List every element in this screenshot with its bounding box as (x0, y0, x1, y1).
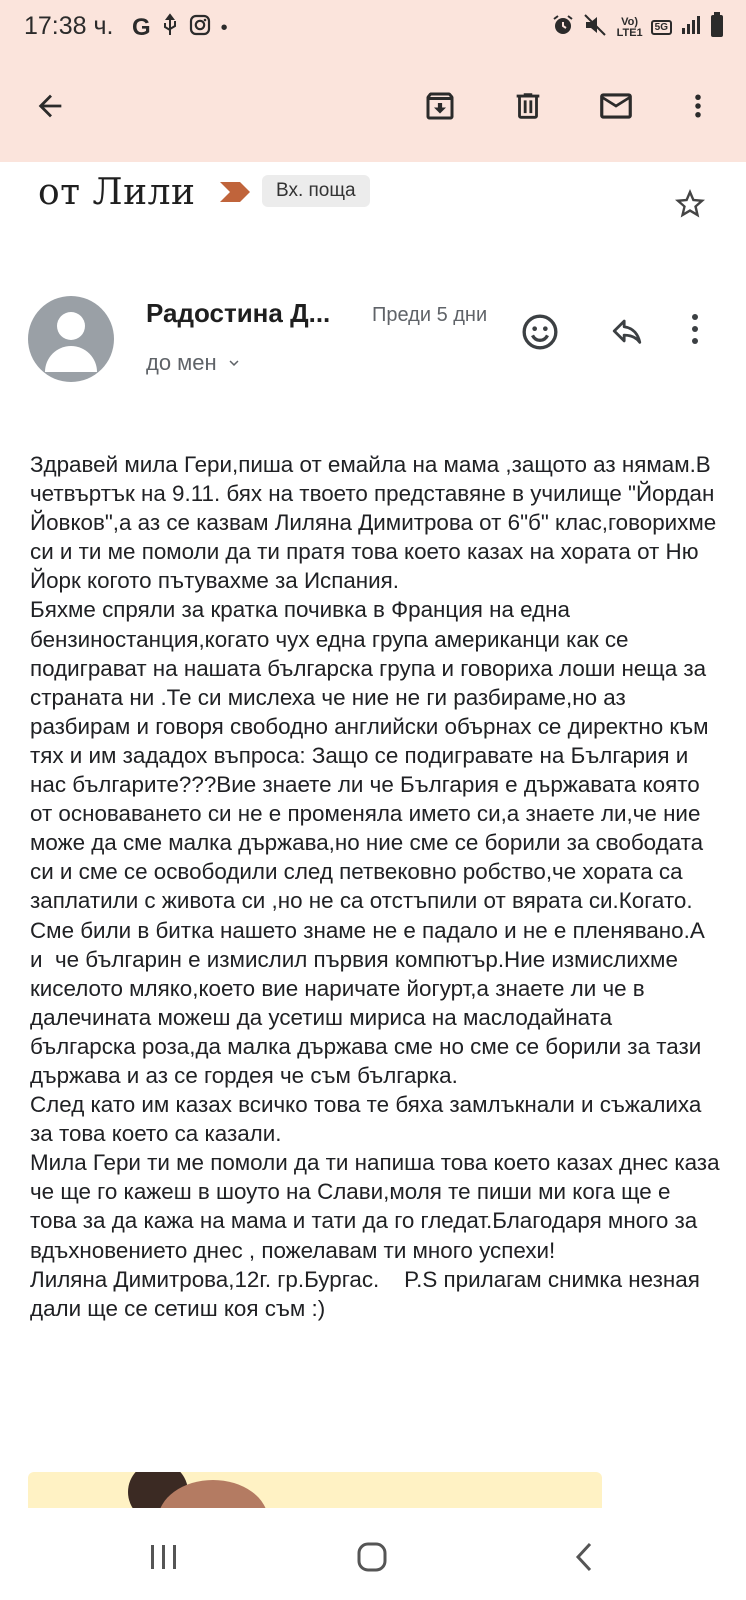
chevron-down-icon (225, 354, 243, 372)
usb-icon (161, 13, 179, 43)
subject-row (38, 172, 718, 232)
message-body: Здравей мила Гери,пиша от емайла на мама ,защото аз нямам.В четвъртък на 9.11. бях на твоето представяне в училище "Йордан Йовков",а аз се казвам Лиляна Димитрова от 6"б" клас,говорихме си и ти ме помоли да ти пратя това което казах на хората от Ню Йорк когото пътувахме за Испания. Бяхме спряли за кратка почивка в Франция на една бензиностанция,когато чух една група американци как се подиграват на нашата българска група и говориха лоши неща за страната ни .Те си мислеха че ние не ги разбираме,но аз разбирам и говоря свободно английски обърнах се директно към тях и им зададох въпроса: Защо се подигравате на България и нас българите???Вие знаете ли че България е държавата която от основаването си не е променяла името си,а знаете ли,че ние може да сме малка държава,но ние сме се борили за свободата си и сме се освободили след петвековно робство,че хората са заплатили с живота си ,но не са отстъпили от вярата си.Когато. Сме били в битка нашето знаме не е падало и не е пленявано.А и че българин е измислил първия компютър.Ние измислихме киселото мляко,което вие наричате йогурт,а знаете ли че в далечината можеш да усетиш мириса на маслодайната българска роза,да малка държава сме но сме се борили за тази държава и аз се гордея че съм българка. След като им казах всичко това те бяха замлъкнали и съжалиха за това което са казали. Мила Гери ти ме помоли да ти напиша това което казах днес каза че ще го кажеш в шоуто на Слави,моля те пиши ми кога ще е това за да кажа на мама и тати да го гледат.Благодаря много за вдъхновението днес , пожелавам ти много успехи! Лиляна Димитрова,12г. гр.Бургас. P.S прилагам снимка незная дали ще се сетиш коя съм :) (30, 452, 720, 1321)
app-bar (0, 56, 746, 162)
important-marker-icon[interactable] (218, 180, 252, 209)
star-icon (672, 186, 708, 222)
archive-icon (422, 88, 458, 124)
reply-icon (608, 314, 646, 348)
nav-back-button[interactable] (554, 1532, 614, 1582)
battery-icon (710, 12, 724, 43)
google-icon: G (132, 14, 151, 41)
instagram-icon (189, 14, 211, 42)
home-icon (356, 1541, 388, 1573)
avatar-head-icon (57, 312, 85, 340)
chevron-left-icon (572, 1541, 596, 1573)
back-button[interactable] (26, 82, 74, 130)
recent-apps-icon (148, 1543, 180, 1571)
mark-unread-button[interactable] (592, 82, 640, 130)
sender-name[interactable]: Радостина Д... (146, 298, 331, 328)
email-time: Преди 5 дни (372, 304, 488, 326)
network-label: Vo) LTE1 (616, 15, 643, 39)
delete-button[interactable] (504, 82, 552, 130)
more-vert-icon (683, 89, 713, 123)
status-time: 17:38 ч. (24, 12, 114, 40)
signal-icon (680, 14, 702, 41)
alarm-icon (551, 13, 575, 42)
star-button[interactable] (672, 186, 708, 227)
add-reaction-button[interactable] (520, 312, 560, 357)
message-more-button[interactable] (690, 312, 700, 351)
home-button[interactable] (342, 1532, 402, 1582)
network-gen-badge: 5G (651, 20, 672, 35)
delete-icon (511, 89, 545, 123)
inbox-label-chip[interactable]: Вх. поща (262, 175, 370, 207)
avatar-body-icon (45, 346, 97, 372)
reply-button[interactable] (608, 314, 646, 353)
recent-apps-button[interactable] (134, 1532, 194, 1582)
image-attachment[interactable] (28, 1472, 602, 1508)
back-arrow-icon (33, 89, 67, 123)
more-vert-icon (690, 312, 700, 346)
email-subject: от Лили (38, 172, 196, 213)
navigation-bar (0, 1512, 746, 1600)
recipient-label: до мен (146, 350, 217, 375)
status-bar (0, 0, 746, 56)
more-options-button[interactable] (674, 82, 722, 130)
recipient-toggle[interactable] (146, 350, 243, 376)
dot-icon: • (220, 16, 228, 39)
archive-button[interactable] (416, 82, 464, 130)
mute-icon (583, 13, 609, 42)
mark-unread-icon (597, 87, 635, 125)
avatar[interactable] (28, 296, 114, 382)
emoji-icon (520, 312, 560, 352)
